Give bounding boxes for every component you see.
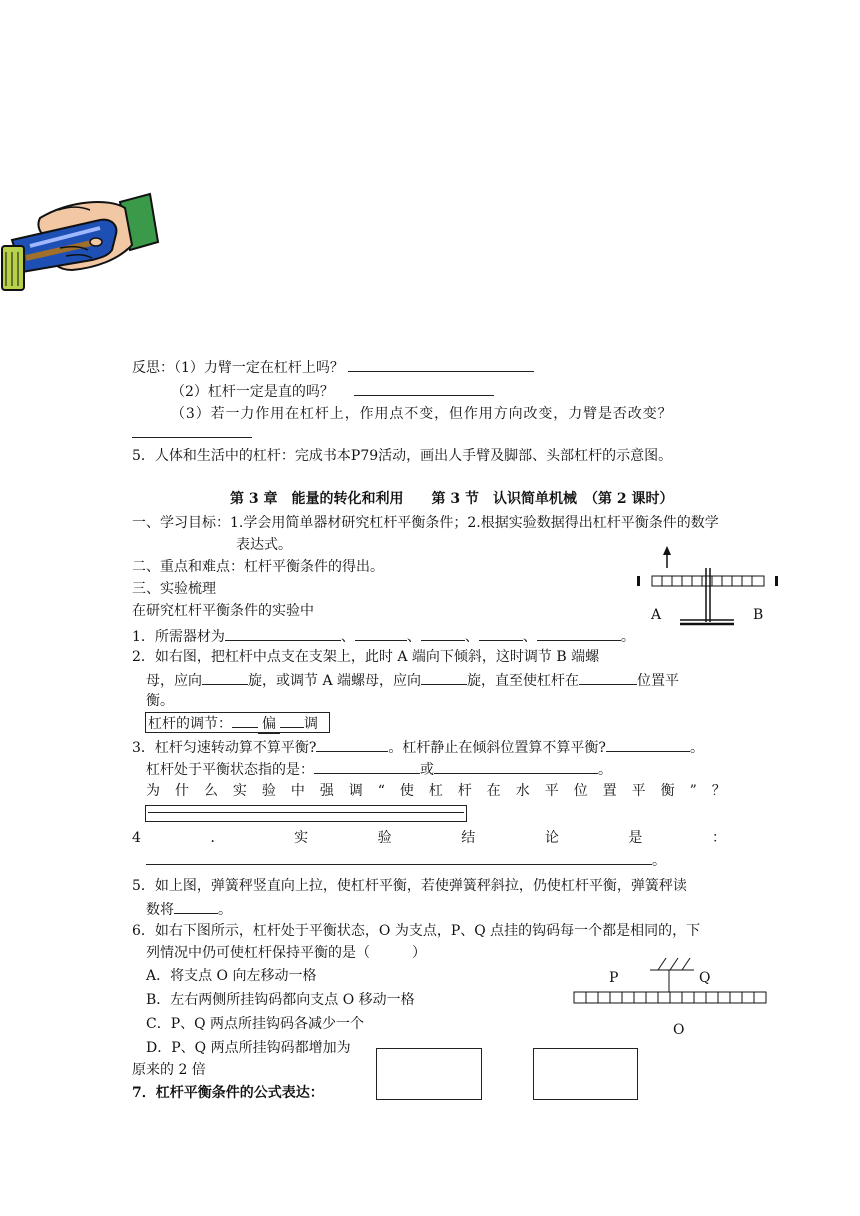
question-3-why: 为 什 么 实 验 中 强 调 “ 使 杠 杆 在 水 平 位 置 平 衡 ” ？ [146,783,726,799]
formula-box-right[interactable] [533,1048,638,1100]
answer-blank[interactable] [537,626,621,641]
answer-blank[interactable] [421,626,465,641]
reflection-q2: （2）杠杆一定是直的吗？ [171,381,494,401]
option-c[interactable]: C．P、Q 两点所挂钩码各减少一个 [146,1016,365,1032]
reflection-q1: 反思：（1）力臂一定在杠杆上吗？ [132,357,534,377]
item-5-human-levers: 5．人体和生活中的杠杆：完成书本P79活动，画出人手臂及脚部、头部杠杆的示意图。 [132,448,673,464]
option-a[interactable]: A．将支点 O 向左移动一格 [146,968,317,984]
answer-blank[interactable] [354,381,494,396]
formula-box-left[interactable] [376,1048,482,1100]
answer-blank[interactable] [225,626,341,641]
option-b[interactable]: B．左右两侧所挂钩码都向支点 O 移动一格 [146,992,415,1008]
experiment-intro: 在研究杠杆平衡条件的实验中 [132,603,314,619]
question-2-cont: 母，应向 旋，或调节 A 端螺母，应向 旋，直至使杠杆在 位置平 [146,670,679,690]
label-a: A [651,607,662,623]
question-5-cont: 数将 。 [146,899,232,919]
label-q: Q [699,970,711,986]
question-4: 4 ． 实 验 结 论 是 ： [132,830,726,846]
key-points: 二、重点和难点：杠杆平衡条件的得出。 [132,559,384,575]
option-d-cont: 原来的 2 倍 [132,1062,206,1078]
question-5: 5．如上图，弹簧秤竖直向上拉，使杠杆平衡，若使弹簧秤斜拉，仍使杠杆平衡，弹簧秤读 [132,878,687,894]
question-1: 1．所需器材为 、 、 、 、 。 [132,626,635,646]
label-p: P [609,970,619,986]
answer-box[interactable] [145,805,467,822]
answer-blank[interactable] [434,759,598,774]
question-3: 3．杠杆匀速转动算不算平衡? 。杠杆静止在倾斜位置算不算平衡? 。 [132,737,704,757]
answer-blank[interactable] [479,626,523,641]
question-2-end: 衡。 [146,693,174,709]
question-6: 6．如右下图所示，杠杆处于平衡状态，O 为支点，P、Q 点挂的钩码每一个都是相同的，下 [132,923,701,939]
question-7: 7．杠杆平衡条件的公式表达： [132,1085,324,1101]
answer-blank[interactable] [174,899,218,914]
hand-illustration [0,190,160,300]
section-title: 第 3 章 能量的转化和利用 第 3 节 认识简单机械 （第 2 课时） [230,491,674,507]
lever-hook-diagram [568,950,774,1010]
answer-blank[interactable] [316,737,388,752]
reflection-q3: （3）若一力作用在杠杆上，作用点不变，但作用方向改变，力臂是否改变？ [171,406,673,422]
learning-goal: 一、学习目标：1.学会用简单器材研究杠杆平衡条件；2.根据实验数据得出杠杆平衡条件的数学 [132,515,719,531]
question-6-cont: 列情况中仍可使杠杆保持平衡的是（ ） [146,945,426,961]
answer-blank[interactable] [579,670,637,685]
learning-goal-cont: 表达式。 [236,537,292,553]
option-d[interactable]: D．P、Q 两点所挂钩码都增加为 [146,1040,351,1056]
answer-blank[interactable] [606,737,690,752]
label-b: B [753,607,764,623]
question-2: 2．如右图，把杠杆中点支在支架上，此时 A 端向下倾斜，这时调节 B 端螺 [132,649,600,665]
label-o: O [673,1022,685,1038]
answer-blank[interactable] [146,850,652,865]
answer-blank[interactable] [202,670,248,685]
answer-blank[interactable] [421,670,467,685]
question-4-answer: 。 [146,850,666,870]
answer-blank[interactable] [314,759,420,774]
experiment-heading: 三、实验梳理 [132,581,216,597]
answer-blank[interactable] [355,626,407,641]
lever-adjust-box: 杠杆的调节： 偏 调 [145,712,330,733]
answer-blank[interactable] [132,437,252,438]
answer-blank[interactable] [348,357,534,372]
question-3-balance: 杠杆处于平衡状态指的是： 或 。 [146,759,612,779]
